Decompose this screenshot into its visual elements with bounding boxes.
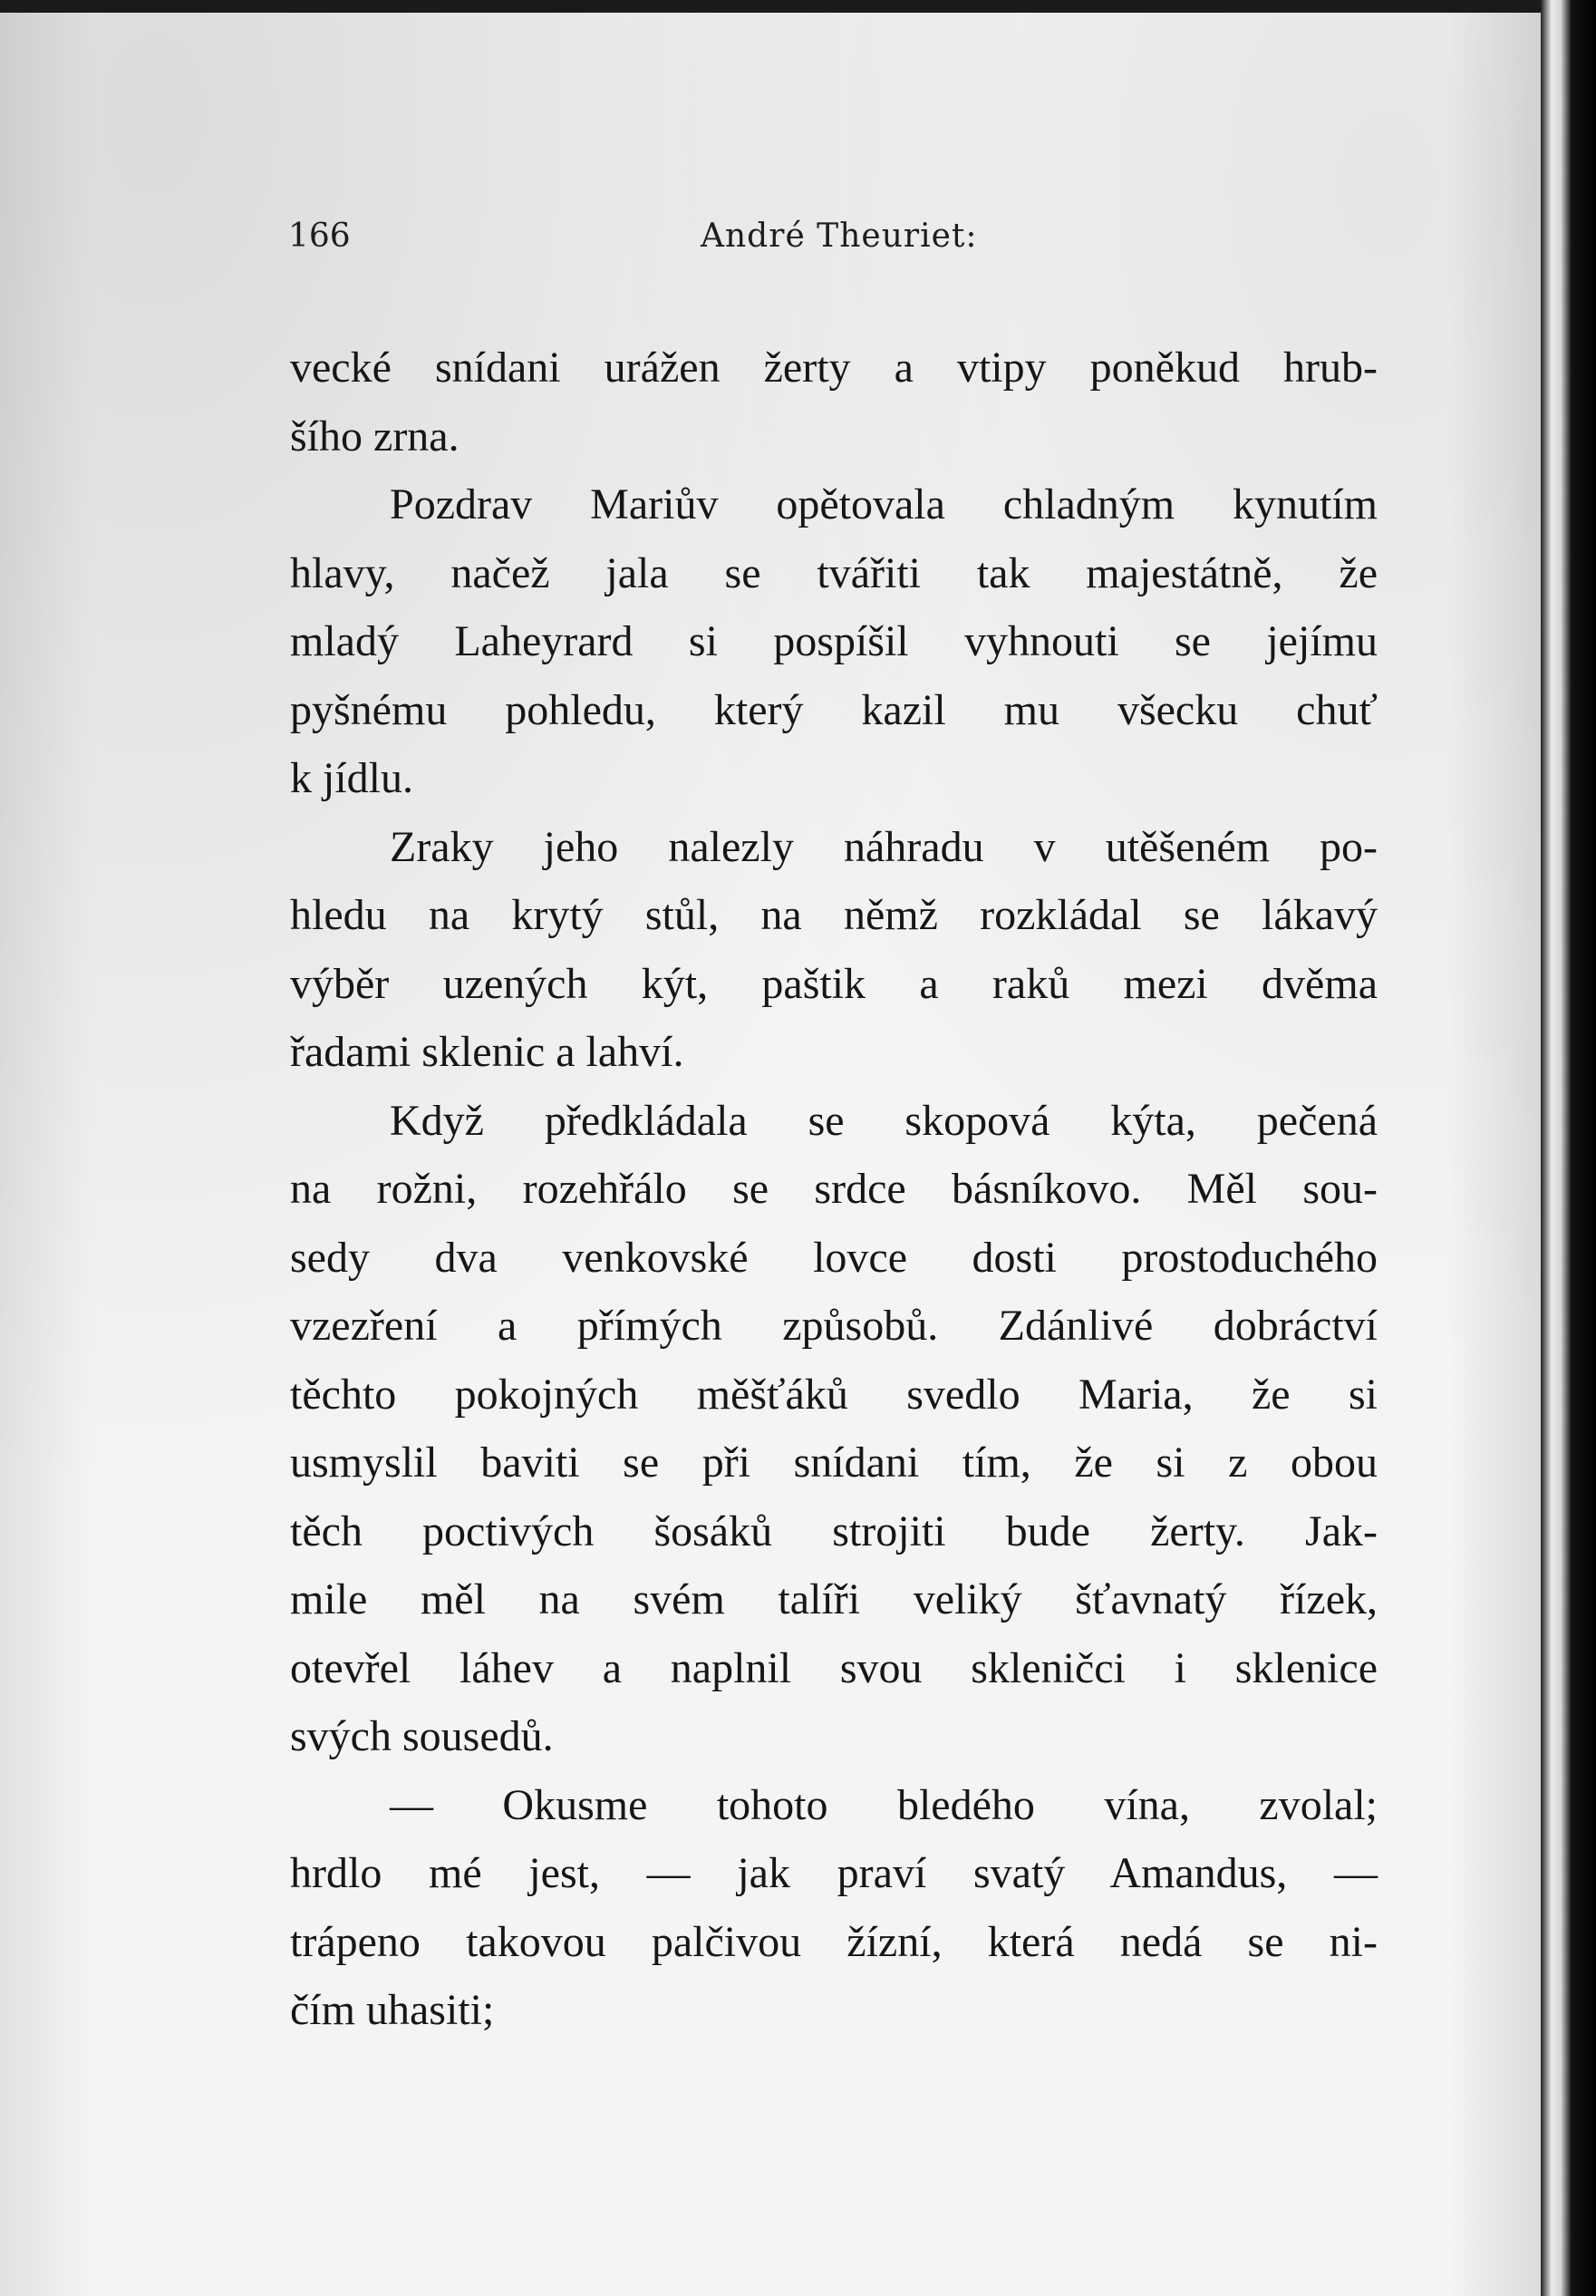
text-line: trápeno takovou palčivou žízní, která nedá se ni- [290,1917,1378,1966]
text-line: hledu na krytý stůl, na němž rozkládal se lákavý [290,891,1378,939]
text-line: Zraky jeho nalezly náhradu v utěšeném po- [390,822,1378,871]
text-line: usmyslil baviti se při snídani tím, že si z obou [290,1439,1378,1487]
running-title: André Theuriet: [701,218,978,255]
page-header [288,218,1358,263]
text-line: pyšnému pohledu, který kazil mu všecku chuť [290,685,1378,734]
text-line: hlavy, načež jala se tvářiti tak majestátně, že [290,548,1378,597]
book-spine-edge [1541,0,1596,2296]
body-text [290,334,1378,2045]
text-line: hrdlo mé jest, — jak praví svatý Amandus, — [290,1849,1378,1897]
text-line: těch poctivých šosáků strojiti bude žerty. Jak- [290,1506,1378,1555]
text-line: svých sousedů. [290,1712,554,1760]
text-line: vecké snídani urážen žerty a vtipy poněkud hrub- [290,344,1378,392]
text-line: výběr uzených kýt, paštik a raků mezi dvěma [290,959,1378,1008]
text-line: Pozdrav Mariův opětovala chladným kynutím [390,480,1378,528]
text-line: — Okusme tohoto bledého vína, zvolal; [390,1780,1378,1829]
text-line: sedy dva venkovské lovce dosti prostoduchého [290,1233,1378,1282]
page-number: 166 [288,218,351,255]
text-line: čím uhasiti; [290,1986,495,2034]
text-line: na rožni, rozehřálo se srdce básníkovo. Měl sou- [290,1165,1378,1213]
text-line: řadami sklenic a lahví. [290,1028,684,1076]
text-line: šího zrna. [290,412,459,460]
text-line: vzezření a přímých způsobů. Zdánlivé dobráctví [290,1302,1378,1350]
text-line: k jídlu. [290,754,414,802]
text-line: Když předkládala se skopová kýta, pečená [390,1096,1378,1145]
text-line: mladý Laheyrard si pospíšil vyhnouti se jejímu [290,617,1378,665]
text-line: těchto pokojných měšťáků svedlo Maria, že si [290,1370,1378,1419]
text-line: otevřel láhev a naplnil svou skleničci i sklenice [290,1643,1378,1692]
text-line: mile měl na svém talíři veliký šťavnatý řízek, [290,1575,1378,1623]
page-top-edge [0,0,1541,13]
